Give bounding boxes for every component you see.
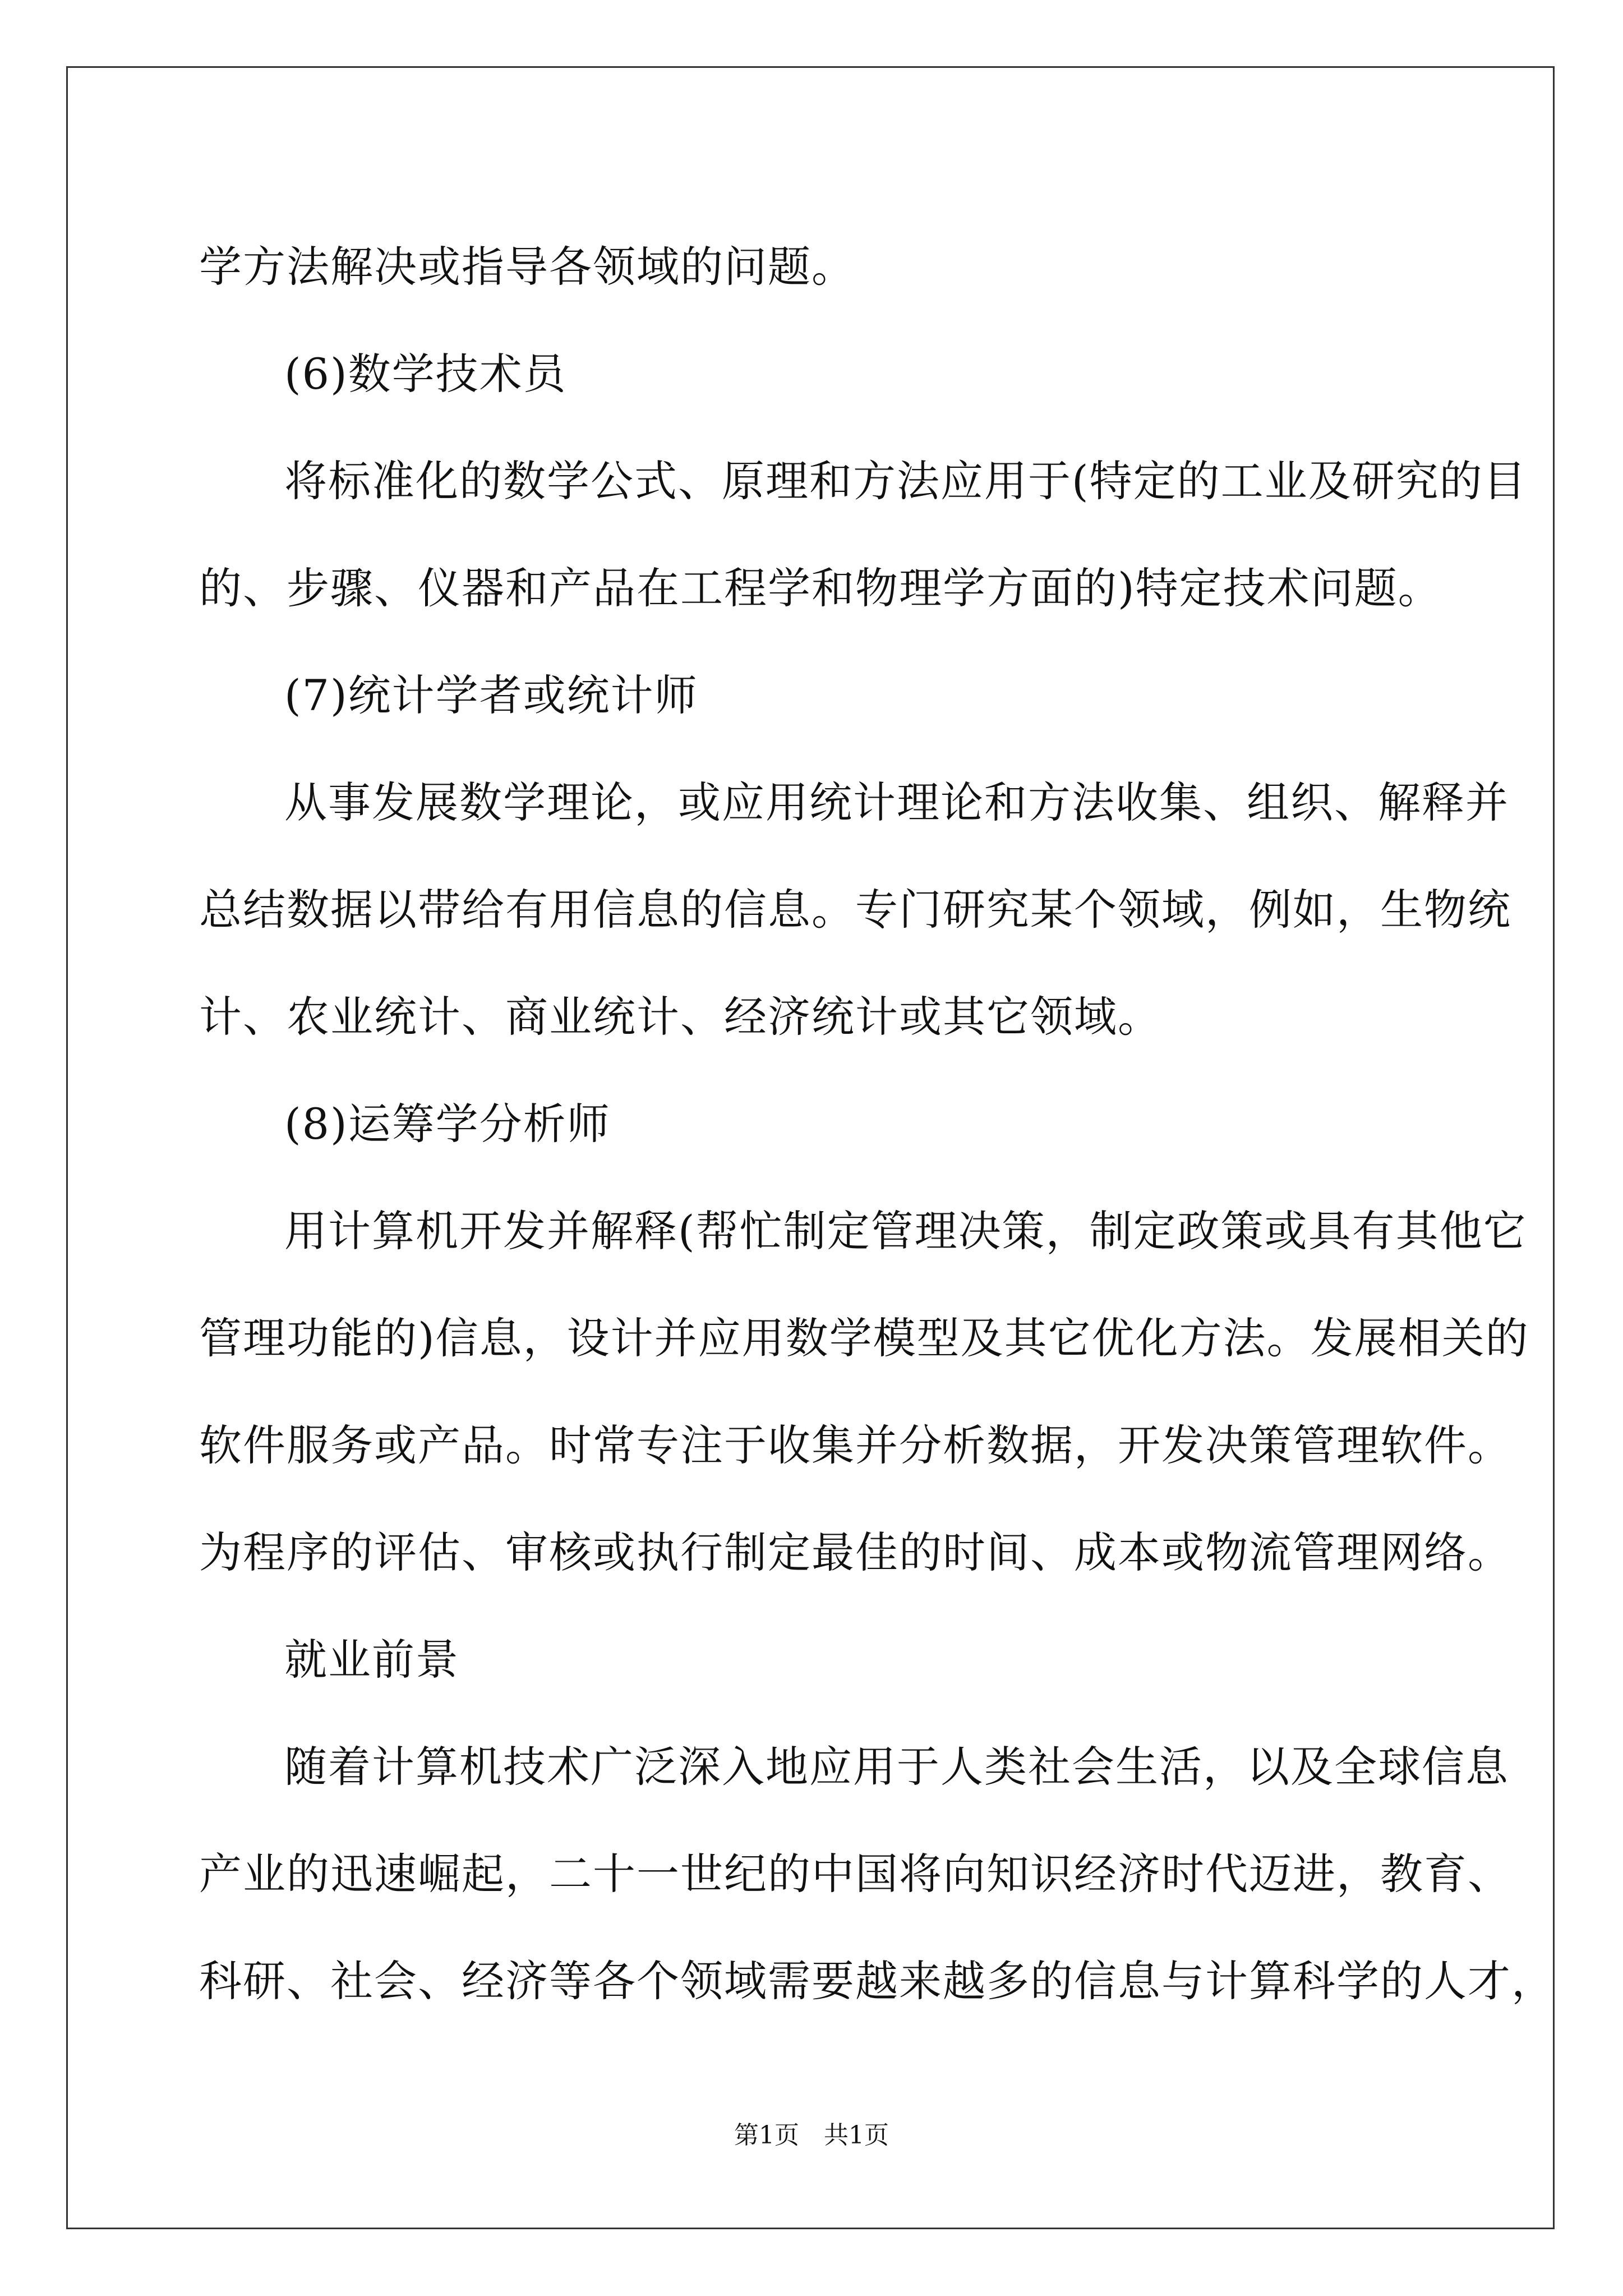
- paragraph-line: 学方法解决或指导各领域的问题。: [199, 242, 855, 292]
- page-footer: [0, 2115, 1623, 2151]
- paragraph-line: 软件服务或产品。时常专注于收集并分析数据，开发决策管理软件。: [199, 1420, 1511, 1470]
- paragraph-line: 计、农业统计、商业统计、经济统计或其它领域。: [199, 992, 1161, 1042]
- document-body: [199, 213, 1555, 2035]
- paragraph-line: 管理功能的)信息，设计并应用数学模型及其它优化方法。发展相关的: [199, 1313, 1529, 1363]
- page-number-label: 第1页 共1页: [734, 2121, 889, 2150]
- paragraph-line: 用计算机开发并解释(帮忙制定管理决策，制定政策或具有其他它: [284, 1206, 1527, 1256]
- paragraph-line: 从事发展数学理论，或应用统计理论和方法收集、组织、解释并: [284, 777, 1509, 827]
- paragraph-line: 随着计算机技术广泛深入地应用于人类社会生活，以及全球信息: [284, 1742, 1509, 1792]
- paragraph-line: 产业的迅速崛起，二十一世纪的中国将向知识经济时代迈进，教育、: [199, 1849, 1511, 1899]
- section-heading-8: (8)运筹学分析师: [284, 1099, 611, 1149]
- section-heading-6: (6)数学技术员: [284, 349, 567, 399]
- section-heading-7: (7)统计学者或统计师: [284, 670, 698, 720]
- paragraph-line: 的、步骤、仪器和产品在工程学和物理学方面的)特定技术问题。: [199, 563, 1442, 613]
- paragraph-line: 将标准化的数学公式、原理和方法应用于(特定的工业及研究的目: [284, 456, 1527, 506]
- paragraph-line: 为程序的评估、审核或执行制定最佳的时间、成本或物流管理网络。: [199, 1527, 1511, 1577]
- paragraph-line: 科研、社会、经济等各个领域需要越来越多的信息与计算科学的人才，: [199, 1956, 1555, 2006]
- paragraph-line: 总结数据以带给有用信息的信息。专门研究某个领域，例如，生物统: [199, 885, 1511, 935]
- section-heading-employment: 就业前景: [284, 1635, 459, 1685]
